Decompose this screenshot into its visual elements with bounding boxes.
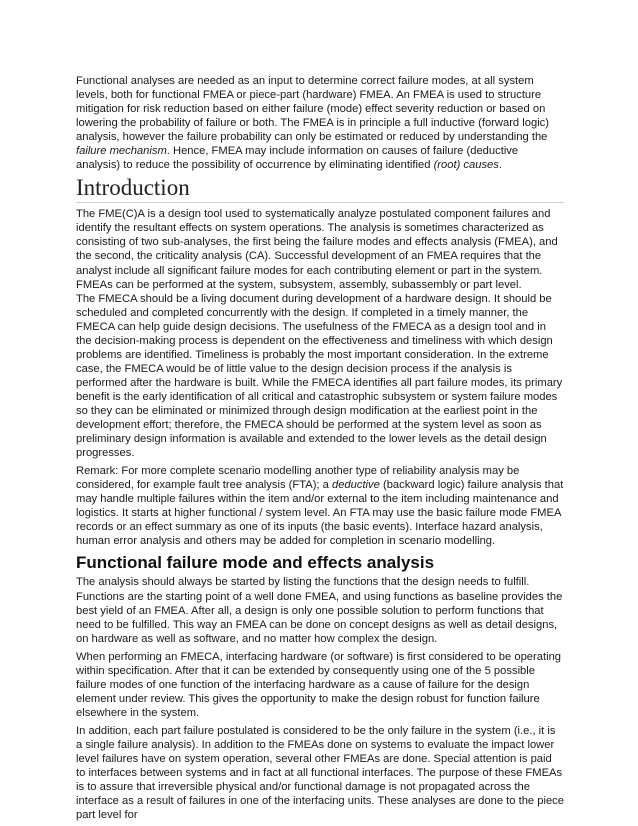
emphasis-deductive: deductive [331,479,380,492]
functional-fmea-heading: Functional failure mode and effects analysis [76,553,435,573]
emphasis-failure-mechanism: failure mechanism [76,145,167,158]
introduction-heading: Introduction [76,175,564,203]
functional-paragraph-1: The analysis should always be started by listing the functions that the design needs to fulfill. Functions are the starting point of a well done FMEA, and using functions as baseline provides the best yield of an FMEA. After all, a design is only one possible solution to perform functions that need to be fulfilled. This way an FMEA can be done on concept designs as well as detail designs, on hardware as well as software, and no matter how complex the design. [76,576,563,645]
remark-paragraph: Remark: For more complete scenario modelling another type of reliability analysis may be considered, for example fault tree analysis (FTA); a deductive (backward logic) failure analysis that may handle multiple failures within the item and/or external to the item including maintenance and logistics. It starts at higher functional / system level. An FTA may use the basic failure mode FMEA records or an effect summary as one of its inputs (the basic events). Interface hazard analysis, human error analysis and others may be added for completion in scenario modelling. [76,465,564,548]
functional-paragraph-3: In addition, each part failure postulated is considered to be the only failure in the system (i.e., it is a single failure analysis). In addition to the FMEAs done on systems to evaluate the impact lower level failures have on system operation, several other FMEAs are done. Special attention is paid to interfaces between systems and in fact at all functional interfaces. The purpose of these FMEAs is to assure that irreversible physical and/or functional damage is not propagated across the interface as a result of failures in one of the interfacing units. These analyses are done to the piece part level for [76,724,564,822]
intro-paragraph: Functional analyses are needed as an input to determine correct failure modes, at all system levels, both for functional FMEA or piece-part (hardware) FMEA. An FMEA is used to structure mitigation for risk reduction based on either failure (mode) effect severity reduction or based on lowering the probability of failure or both. The FMEA is in principle a full inductive (forward logic) analysis, however the failure probability can only be estimated or reduced by understanding the failure mechanism. Hence, FMEA may include information on causes of failure (deductive analysis) to reduce the possibility of occurrence by eliminating identified (root) causes. [76,75,549,172]
introduction-paragraph-1: The FME(C)A is a design tool used to systematically analyze postulated component failures and identify the resultant effects on system operations. The analysis is sometimes characterized as consisting of two sub-analyses, the first being the failure modes and effects analysis (FMEA), and the second, the criticality analysis (CA). Successful development of an FMEA requires that the analyst include all significant failure modes for each contributing element or part in the system. FMEAs can be performed at the system, subsystem, assembly, subassembly or part level. [76,208,558,291]
document-page [76,74,564,822]
emphasis-root-causes: (root) causes [433,159,499,172]
functional-paragraph-2: When performing an FMECA, interfacing hardware (or software) is first considered to be operating within specification. After that it can be extended by consequently using one of the 5 possible failure modes of one function of the interfacing hardware as a cause of failure for the design element under review. This gives the opportunity to make the design robust for function failure elsewhere in the system. [76,650,562,719]
introduction-paragraph-2: The FMECA should be a living document during development of a hardware design. It should be scheduled and completed concurrently with the design. If completed in a timely manner, the FMECA can help guide design decisions. The usefulness of the FMECA as a design tool and in the decision-making process is dependent on the effectiveness and timeliness with which design problems are identified. Timeliness is probably the most important consideration. In the extreme case, the FMECA would be of little value to the design decision process if the analysis is performed after the hardware is built. While the FMECA identifies all part failure modes, its primary benefit is the early identification of all critical and catastrophic subsystem or system failure modes so they can be eliminated or minimized through design modification at the earliest point in the development effort; therefore, the FMECA should be performed at the system level as soon as preliminary design information is available and extended to the lower levels as the detail design progresses. [76,292,563,460]
